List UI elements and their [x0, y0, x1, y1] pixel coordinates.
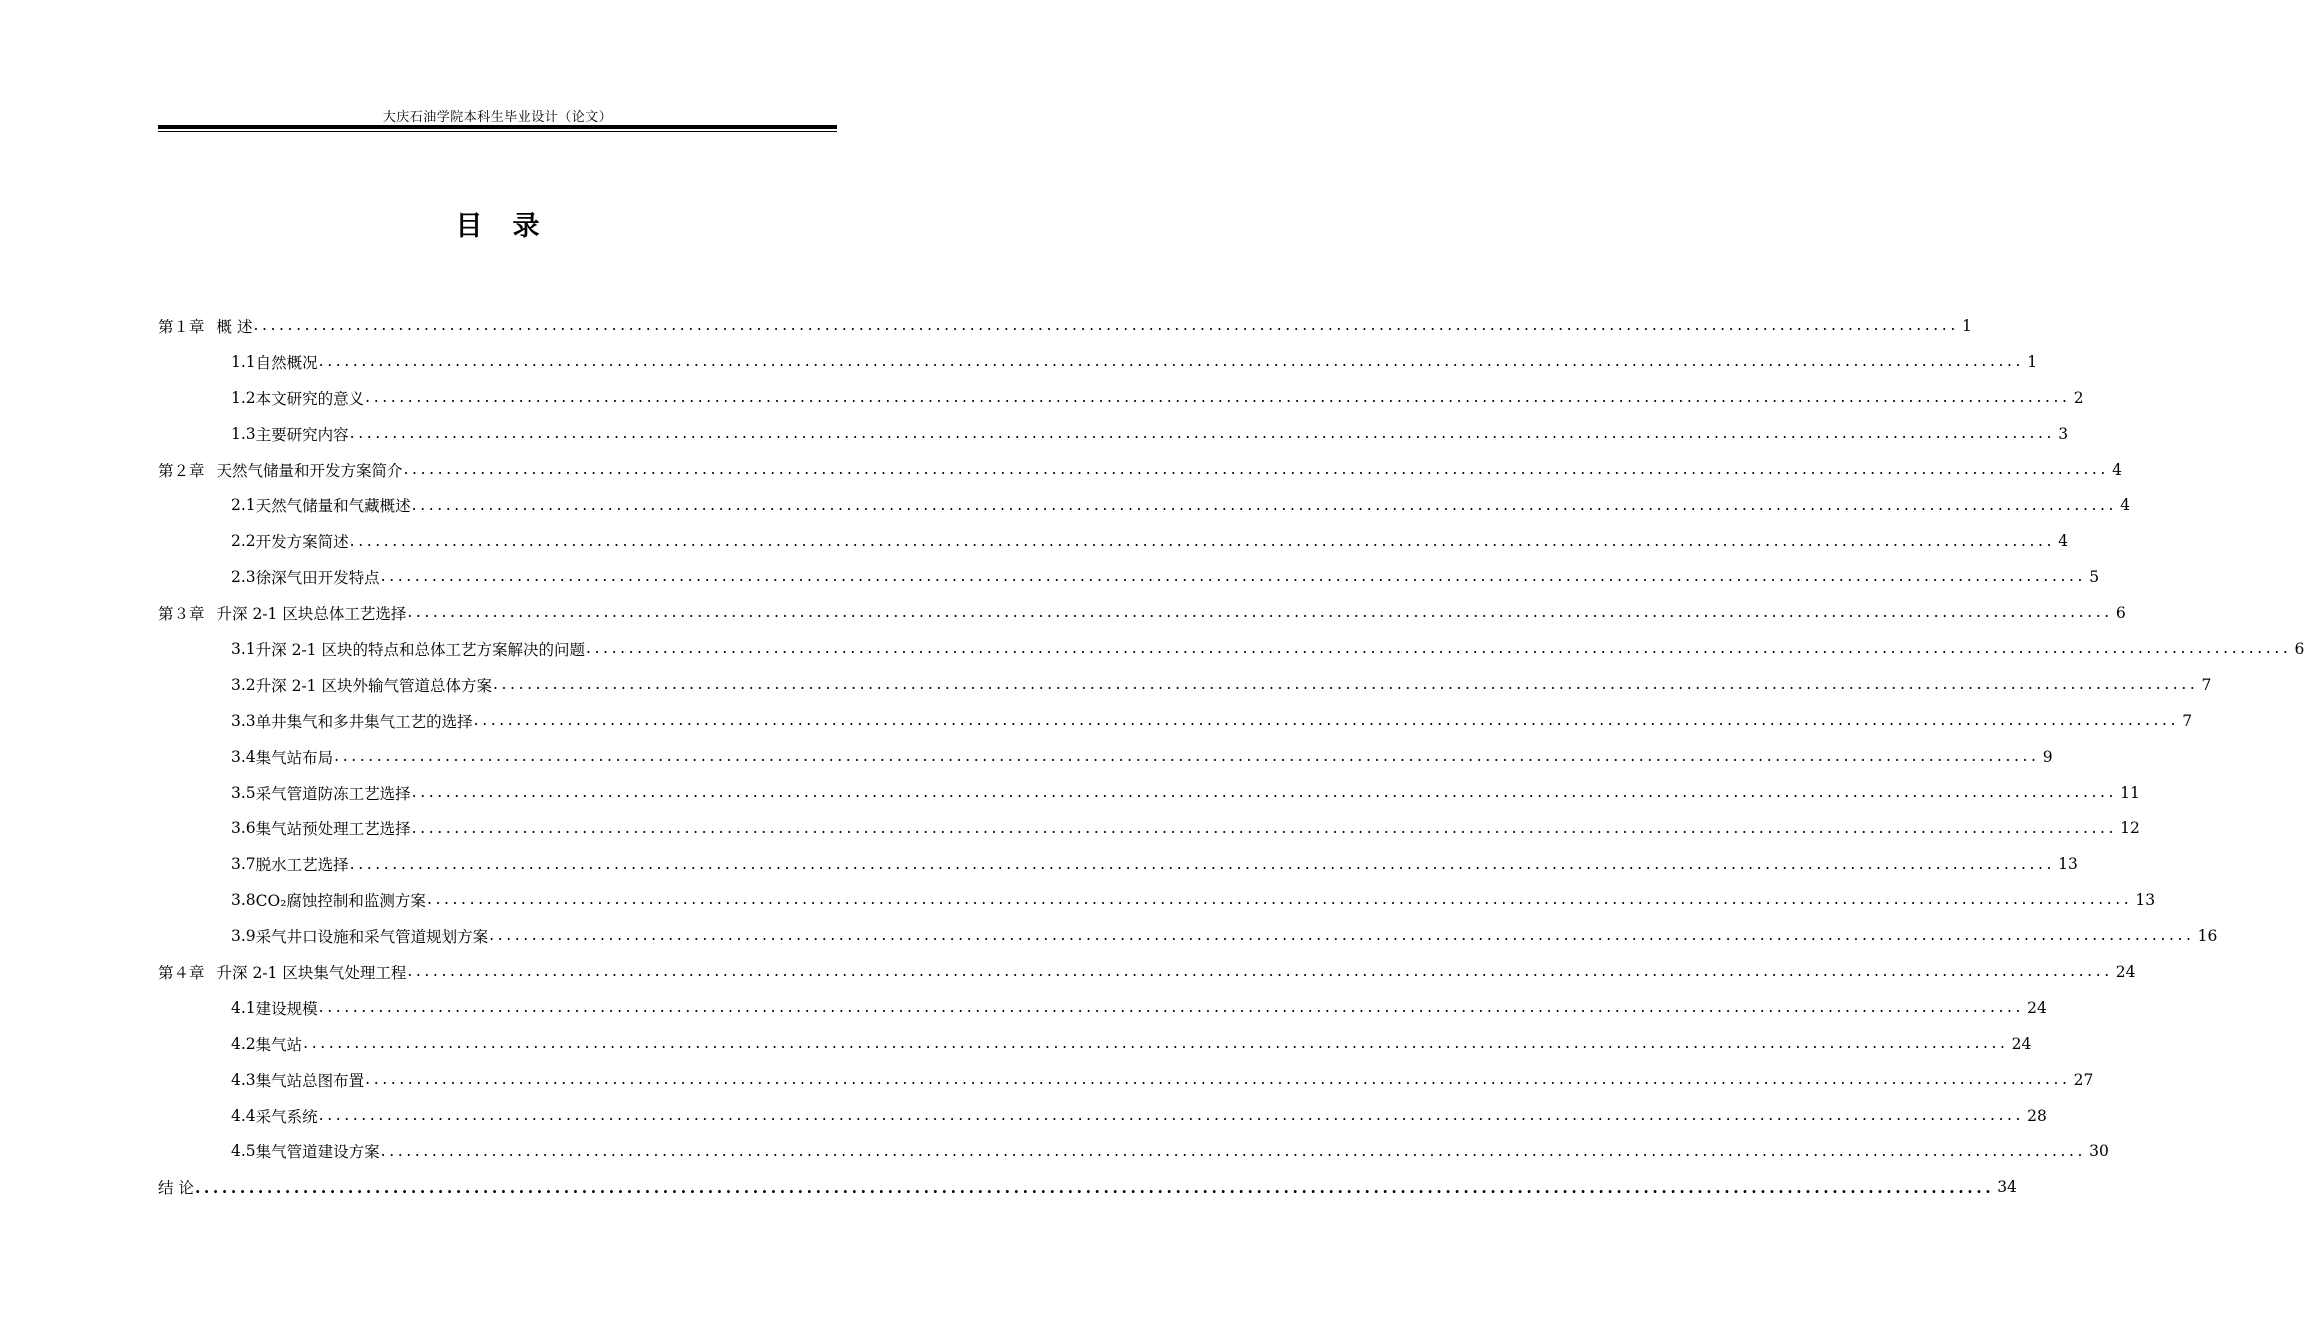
dot-leader: ........................................................................................................................................................................................................	[303, 1034, 2009, 1052]
toc-entry-number: 第４章	[158, 963, 205, 982]
dot-leader: ........................................................................................................................................................................................................	[349, 423, 2056, 442]
toc-entry	[158, 380, 2084, 416]
toc-entry-title: 采气系统	[255, 1107, 318, 1126]
dot-leader: ........................................................................................................................................................................................................	[585, 639, 2292, 658]
toc-entry-number: 3.5	[231, 783, 256, 802]
toc-entry-title: 集气站	[255, 1035, 303, 1054]
toc-entry	[158, 487, 2131, 523]
toc-entry-page: 11	[2120, 783, 2140, 802]
toc-entry	[158, 990, 2047, 1026]
table-of-contents	[158, 308, 2304, 1205]
toc-entry-number: 4.5	[231, 1142, 256, 1161]
page-title	[158, 204, 837, 243]
toc-entry-page: 5	[2089, 568, 2100, 587]
toc-entry-page: 4	[2058, 532, 2069, 551]
toc-entry-title: 开发方案简述	[255, 533, 349, 552]
toc-entry-title: 升深 2-1 区块集气处理工程	[216, 963, 407, 982]
running-header: 大庆石油学院本科生毕业设计（论文）	[382, 110, 613, 125]
toc-entry-page: 12	[2120, 819, 2140, 838]
toc-entry-title: 升深 2-1 区块总体工艺选择	[216, 605, 407, 624]
toc-entry-page: 9	[2042, 747, 2053, 766]
toc-entry-number: 3.4	[231, 747, 256, 766]
dot-leader: ........................................................................................................................................................................................................	[365, 387, 2071, 406]
dot-leader: ........................................................................................................................................................................................................	[318, 352, 2025, 371]
dot-leader: ........................................................................................................................................................................................................	[380, 1141, 2087, 1160]
toc-entry	[158, 667, 2212, 703]
toc-entry	[158, 1169, 2017, 1205]
toc-entry	[158, 416, 2069, 452]
toc-entry	[158, 1062, 2094, 1098]
dot-leader: ........................................................................................................................................................................................................	[411, 818, 2118, 837]
dot-leader: ........................................................................................................................................................................................................	[334, 746, 2040, 765]
toc-entry-number: 1.2	[231, 388, 256, 407]
toc-entry	[158, 739, 2053, 775]
toc-entry-title: 本文研究的意义	[255, 389, 365, 408]
toc-entry-title: 徐深气田开发特点	[255, 569, 380, 588]
dot-leader: ........................................................................................................................................................................................................	[489, 926, 2195, 945]
toc-entry	[158, 954, 2136, 990]
toc-entry-title: 集气站布局	[255, 748, 334, 767]
toc-entry-title: 结 论	[158, 1179, 194, 1198]
dot-leader: ........................................................................................................................................................................................................	[349, 531, 2056, 550]
toc-entry-number: 2.1	[231, 496, 256, 515]
toc-entry-number: 4.4	[231, 1106, 256, 1125]
toc-entry-page: 7	[2201, 675, 2212, 694]
dot-leader: ........................................................................................................................................................................................................	[407, 603, 2113, 622]
toc-entry-number: 3.6	[231, 819, 256, 838]
toc-entry-title: 天然气储量和气藏概述	[255, 497, 411, 516]
toc-entry	[158, 918, 2218, 954]
dot-leader: ........................................................................................................................................................................................................	[426, 890, 2133, 909]
toc-entry	[158, 1133, 2109, 1169]
toc-entry	[158, 775, 2140, 811]
toc-entry	[158, 703, 2193, 739]
toc-entry-title: 集气站预处理工艺选择	[255, 820, 411, 839]
dot-leader: ........................................................................................................................................................................................................	[365, 1069, 2071, 1088]
toc-entry-title: 集气管道建设方案	[255, 1143, 380, 1162]
title-char-2: 录	[512, 211, 540, 242]
toc-entry-page: 27	[2073, 1070, 2094, 1089]
toc-entry-page: 24	[2115, 962, 2136, 981]
header-rule-thick	[158, 125, 837, 129]
dot-leader: ........................................................................................................................................................................................................	[253, 316, 1959, 335]
toc-entry-page: 4	[2120, 496, 2131, 515]
header-rule-thin	[158, 131, 837, 132]
toc-entry-number: 3.2	[231, 675, 256, 694]
toc-entry-number: 2.2	[231, 532, 256, 551]
dot-leader: ........................................................................................................................................................................................................	[407, 962, 2113, 981]
toc-entry-page: 28	[2027, 1106, 2047, 1125]
toc-entry	[158, 523, 2069, 559]
toc-entry-number: 2.3	[231, 568, 256, 587]
toc-entry-title: 升深 2-1 区块的特点和总体工艺方案解决的问题	[255, 640, 585, 659]
dot-leader: ........................................................................................................................................................................................................	[403, 459, 2109, 478]
toc-entry-title: 建设规模	[255, 999, 318, 1018]
toc-entry-page: 1	[1961, 316, 1972, 335]
toc-entry-page: 1	[2027, 352, 2038, 371]
toc-entry-page: 13	[2058, 855, 2078, 874]
toc-entry-title: CO₂腐蚀控制和监测方案	[255, 892, 426, 911]
toc-entry-page: 2	[2073, 388, 2084, 407]
toc-entry-title: 采气管道防冻工艺选择	[255, 784, 411, 803]
toc-entry	[158, 344, 2038, 380]
toc-entry-number: 3.7	[231, 855, 256, 874]
toc-entry-title: 概 述	[216, 317, 253, 336]
toc-entry	[158, 308, 1972, 344]
toc-entry-number: 4.3	[231, 1070, 256, 1089]
dot-leader: ........................................................................................................................................................................................................	[349, 854, 2056, 873]
toc-entry-page: 30	[2089, 1142, 2109, 1161]
toc-entry	[158, 452, 2122, 488]
toc-entry	[158, 810, 2140, 846]
toc-entry-title: 脱水工艺选择	[255, 856, 349, 875]
dot-leader: ........................................................................................................................................................................................................	[411, 495, 2118, 514]
dot-leader: ........................................................................................................................................................................................................	[194, 1177, 1995, 1197]
toc-entry-title: 自然概况	[255, 353, 318, 372]
toc-entry-number: 1.1	[231, 352, 256, 371]
dot-leader: ........................................................................................................................................................................................................	[411, 782, 2118, 801]
toc-entry-number: 1.3	[231, 424, 256, 443]
toc-entry-page: 34	[1997, 1178, 2017, 1197]
toc-entry-title: 升深 2-1 区块外输气管道总体方案	[255, 676, 492, 695]
dot-leader: ........................................................................................................................................................................................................	[318, 1105, 2025, 1124]
toc-entry-number: 4.1	[231, 998, 256, 1017]
dot-leader: ........................................................................................................................................................................................................	[380, 567, 2087, 586]
toc-entry-title: 单井集气和多井集气工艺的选择	[255, 712, 473, 731]
toc-entry-number: 3.9	[231, 927, 256, 946]
toc-entry-title: 天然气储量和开发方案简介	[216, 461, 403, 480]
dot-leader: ........................................................................................................................................................................................................	[473, 710, 2180, 729]
toc-entry	[158, 882, 2156, 918]
toc-entry-number: 4.2	[231, 1034, 256, 1053]
toc-entry-title: 集气站总图布置	[255, 1071, 365, 1090]
toc-entry	[158, 846, 2078, 882]
toc-entry-number: 3.1	[231, 639, 256, 658]
toc-entry-page: 3	[2058, 424, 2069, 443]
toc-entry-page: 6	[2115, 604, 2126, 623]
dot-leader: ........................................................................................................................................................................................................	[492, 675, 2199, 694]
toc-entry	[158, 559, 2100, 595]
toc-entry	[158, 631, 2304, 667]
toc-entry-page: 7	[2182, 711, 2193, 730]
toc-entry-page: 16	[2197, 927, 2218, 946]
toc-entry-title: 主要研究内容	[255, 425, 349, 444]
toc-entry-page: 4	[2112, 460, 2122, 479]
dot-leader: ........................................................................................................................................................................................................	[318, 998, 2025, 1017]
toc-entry-number: 第２章	[158, 461, 205, 480]
toc-entry-number: 第３章	[158, 605, 205, 624]
toc-entry	[158, 595, 2126, 631]
toc-entry-page: 6	[2294, 639, 2304, 658]
title-char-1: 目	[455, 211, 483, 242]
toc-entry-page: 24	[2027, 998, 2047, 1017]
toc-entry-title: 采气井口设施和采气管道规划方案	[255, 928, 489, 947]
toc-entry-number: 第１章	[158, 317, 205, 336]
toc-entry-page: 13	[2135, 891, 2156, 910]
toc-entry-number: 3.3	[231, 711, 256, 730]
toc-entry	[158, 1098, 2047, 1134]
toc-entry-number: 3.8	[231, 891, 256, 910]
toc-entry	[158, 1026, 2032, 1062]
toc-entry-page: 24	[2011, 1034, 2032, 1053]
